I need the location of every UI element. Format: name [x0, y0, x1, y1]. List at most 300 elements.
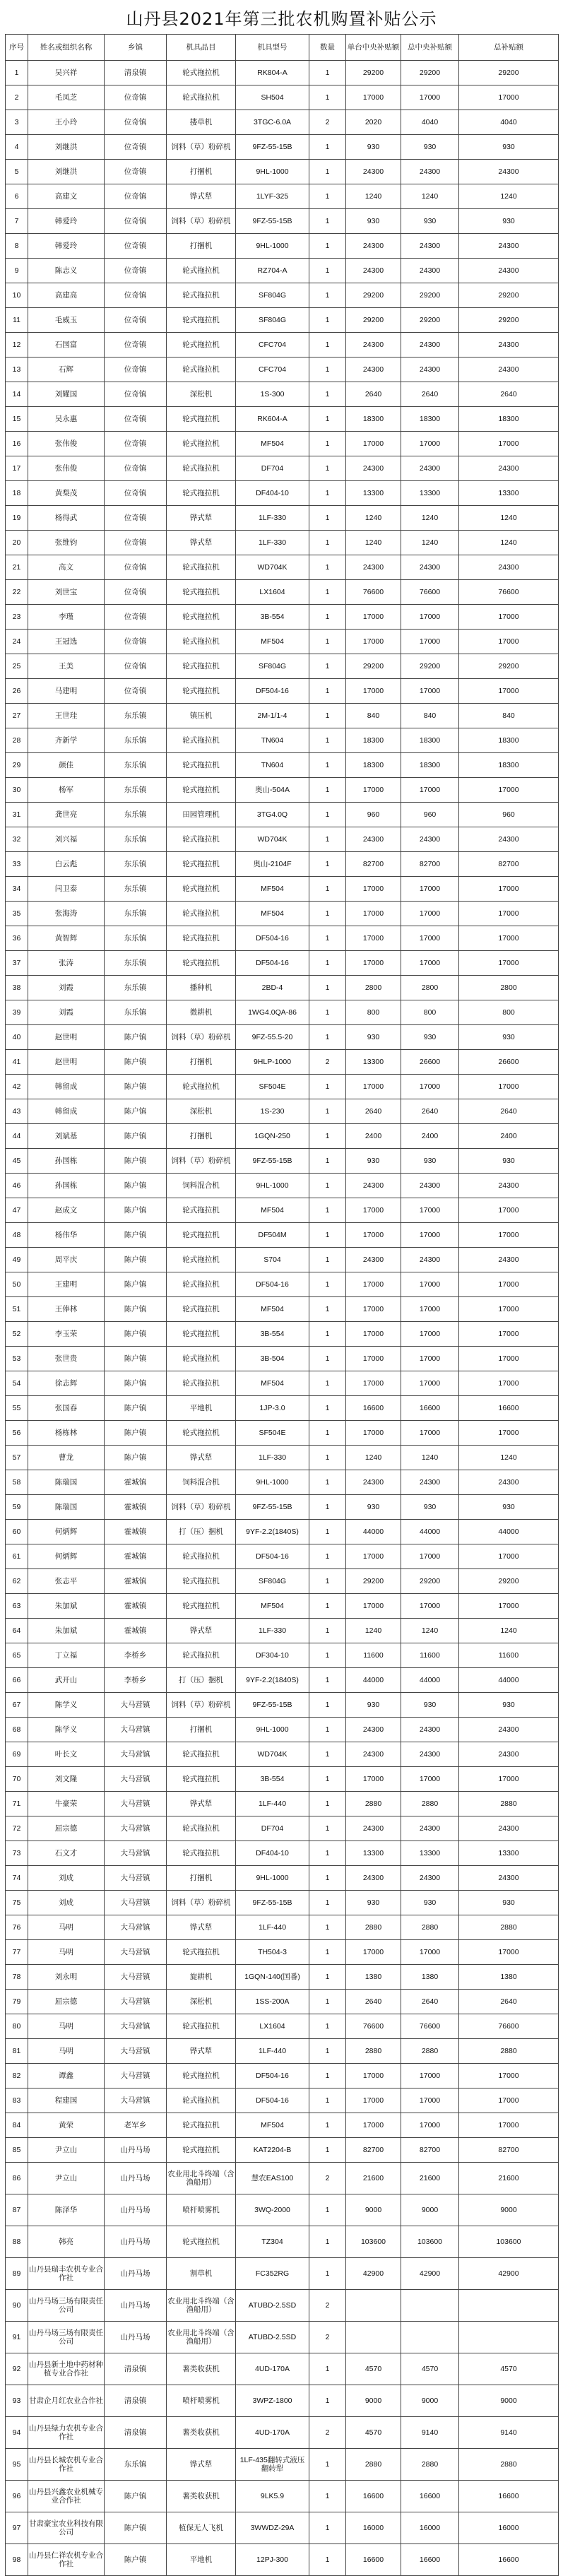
cell-unit-subsidy: 16600 — [346, 2481, 401, 2512]
cell-name: 颜佳 — [28, 753, 105, 778]
table-row — [6, 2258, 559, 2290]
col-header-index: 序号 — [6, 35, 28, 61]
cell-unit-subsidy: 82700 — [346, 852, 401, 877]
cell-quantity: 1 — [309, 2481, 346, 2512]
cell-total-central-subsidy: 17000 — [401, 1347, 459, 1371]
cell-total-central-subsidy: 1240 — [401, 1446, 459, 1470]
cell-quantity: 1 — [309, 1990, 346, 2014]
cell-total-central-subsidy: 26600 — [401, 1050, 459, 1075]
table-row — [6, 852, 559, 877]
cell-model: 9HL-1000 — [236, 234, 309, 259]
cell-index: 68 — [6, 1718, 28, 1742]
cell-index: 42 — [6, 1075, 28, 1099]
table-row — [6, 531, 559, 555]
cell-name: 何炳辉 — [28, 1544, 105, 1569]
table-row — [6, 1174, 559, 1198]
cell-name: 王冠选 — [28, 630, 105, 654]
cell-name: 黄荣 — [28, 2113, 105, 2138]
cell-name: 张伟俊 — [28, 456, 105, 481]
cell-total-central-subsidy: 17000 — [401, 1272, 459, 1297]
cell-model: 奥山-504A — [236, 778, 309, 803]
table-row — [6, 184, 559, 209]
cell-unit-subsidy: 800 — [346, 1000, 401, 1025]
cell-quantity: 1 — [309, 1347, 346, 1371]
cell-unit-subsidy: 17000 — [346, 2088, 401, 2113]
cell-unit-subsidy: 24300 — [346, 358, 401, 382]
cell-total-central-subsidy: 17000 — [401, 1371, 459, 1396]
cell-name: 陈学义 — [28, 1718, 105, 1742]
cell-town: 山丹马场 — [105, 2163, 167, 2194]
cell-index: 19 — [6, 506, 28, 531]
cell-quantity: 1 — [309, 630, 346, 654]
cell-category: 轮式拖拉机 — [167, 1841, 236, 1866]
cell-category: 轮式拖拉机 — [167, 2014, 236, 2039]
cell-category: 打捆机 — [167, 234, 236, 259]
cell-town: 位奇镇 — [105, 456, 167, 481]
cell-name: 叶长文 — [28, 1742, 105, 1767]
cell-category: 轮式拖拉机 — [167, 1940, 236, 1965]
cell-quantity: 1 — [309, 85, 346, 110]
cell-quantity: 1 — [309, 283, 346, 308]
cell-name: 刘成 — [28, 1866, 105, 1891]
cell-name: 张涛 — [28, 951, 105, 976]
cell-total-subsidy: 24300 — [459, 1470, 559, 1495]
cell-category: 镇压机 — [167, 704, 236, 728]
cell-index: 71 — [6, 1792, 28, 1816]
cell-index: 83 — [6, 2088, 28, 2113]
cell-town: 位奇镇 — [105, 555, 167, 580]
cell-unit-subsidy: 17000 — [346, 1223, 401, 1248]
cell-model: 9YF-2.2(1840S) — [236, 1520, 309, 1544]
cell-unit-subsidy: 17000 — [346, 877, 401, 902]
cell-quantity: 1 — [309, 951, 346, 976]
cell-model: S704 — [236, 1248, 309, 1272]
cell-total-central-subsidy: 44000 — [401, 1520, 459, 1544]
cell-unit-subsidy: 17000 — [346, 2113, 401, 2138]
cell-index: 35 — [6, 902, 28, 926]
table-row — [6, 1470, 559, 1495]
cell-model: 1WG4.0QA-86 — [236, 1000, 309, 1025]
cell-total-central-subsidy: 930 — [401, 1025, 459, 1050]
cell-total-subsidy: 2880 — [459, 1915, 559, 1940]
cell-name: 陈泽华 — [28, 2194, 105, 2226]
cell-model: 1GQN-140(国番) — [236, 1965, 309, 1990]
cell-total-central-subsidy: 2880 — [401, 2039, 459, 2064]
cell-name: 程建国 — [28, 2088, 105, 2113]
cell-name: 杨军 — [28, 778, 105, 803]
cell-town: 山丹马场 — [105, 2322, 167, 2353]
cell-category: 平地机 — [167, 1396, 236, 1421]
cell-town: 大马营镇 — [105, 1693, 167, 1718]
cell-town: 位奇镇 — [105, 333, 167, 358]
cell-town: 大马营镇 — [105, 2064, 167, 2088]
cell-category: 打捆机 — [167, 1866, 236, 1891]
cell-category: 轮式拖拉机 — [167, 1742, 236, 1767]
cell-quantity: 1 — [309, 1000, 346, 1025]
cell-total-subsidy: 24300 — [459, 456, 559, 481]
cell-name: 马明 — [28, 2039, 105, 2064]
table-row — [6, 926, 559, 951]
cell-quantity: 1 — [309, 704, 346, 728]
cell-total-central-subsidy: 930 — [401, 209, 459, 234]
cell-unit-subsidy: 13300 — [346, 1050, 401, 1075]
cell-town: 大马营镇 — [105, 1940, 167, 1965]
cell-quantity: 1 — [309, 1767, 346, 1792]
cell-name: 刘继洪 — [28, 135, 105, 160]
cell-name: 张伟俊 — [28, 432, 105, 456]
cell-total-subsidy: 13300 — [459, 1841, 559, 1866]
cell-unit-subsidy: 9000 — [346, 2194, 401, 2226]
cell-index: 91 — [6, 2322, 28, 2353]
cell-name: 陈瑞国 — [28, 1495, 105, 1520]
cell-category: 农业用北斗终端（含渔船用） — [167, 2163, 236, 2194]
cell-name: 闫卫泰 — [28, 877, 105, 902]
table-row — [6, 654, 559, 679]
cell-name: 马明 — [28, 1940, 105, 1965]
cell-total-central-subsidy: 103600 — [401, 2226, 459, 2258]
cell-total-central-subsidy: 800 — [401, 1000, 459, 1025]
table-row — [6, 259, 559, 283]
cell-name: 石辉 — [28, 358, 105, 382]
cell-unit-subsidy: 17000 — [346, 1421, 401, 1446]
table-row — [6, 1396, 559, 1421]
cell-name: 李玉荣 — [28, 1322, 105, 1347]
cell-index: 18 — [6, 481, 28, 506]
cell-name: 刘永明 — [28, 1965, 105, 1990]
cell-quantity: 1 — [309, 2226, 346, 2258]
cell-total-subsidy: 2640 — [459, 382, 559, 407]
cell-category: 轮式拖拉机 — [167, 580, 236, 605]
cell-model: 慧农EAS100 — [236, 2163, 309, 2194]
cell-total-central-subsidy: 2640 — [401, 382, 459, 407]
cell-quantity: 1 — [309, 1742, 346, 1767]
cell-model: MF504 — [236, 1371, 309, 1396]
cell-name: 山丹县瑞丰农机专业合作社 — [28, 2258, 105, 2290]
cell-index: 11 — [6, 308, 28, 333]
cell-total-subsidy: 17000 — [459, 679, 559, 704]
cell-total-subsidy: 1240 — [459, 506, 559, 531]
cell-total-subsidy: 44000 — [459, 1520, 559, 1544]
cell-unit-subsidy: 29200 — [346, 283, 401, 308]
cell-category: 轮式拖拉机 — [167, 728, 236, 753]
cell-unit-subsidy — [346, 2290, 401, 2322]
cell-unit-subsidy: 82700 — [346, 2138, 401, 2163]
cell-name: 王小玲 — [28, 110, 105, 135]
cell-town: 陈户镇 — [105, 1297, 167, 1322]
cell-total-central-subsidy: 2640 — [401, 1099, 459, 1124]
table-row — [6, 1816, 559, 1841]
cell-unit-subsidy: 930 — [346, 1149, 401, 1174]
table-row — [6, 1619, 559, 1643]
cell-name: 山丹县绿力农机专业合作社 — [28, 2417, 105, 2449]
table-row — [6, 1248, 559, 1272]
cell-unit-subsidy: 24300 — [346, 1866, 401, 1891]
cell-category: 轮式拖拉机 — [167, 654, 236, 679]
cell-town: 李桥乡 — [105, 1668, 167, 1693]
table-row — [6, 1742, 559, 1767]
cell-total-subsidy: 24300 — [459, 358, 559, 382]
table-row — [6, 382, 559, 407]
cell-category: 铧式犁 — [167, 2449, 236, 2481]
cell-category: 轮式拖拉机 — [167, 358, 236, 382]
cell-total-subsidy: 2640 — [459, 1990, 559, 2014]
cell-model: WD704K — [236, 827, 309, 852]
cell-total-central-subsidy: 9000 — [401, 2194, 459, 2226]
cell-name: 刘霞 — [28, 1000, 105, 1025]
col-header-model: 机具型号 — [236, 35, 309, 61]
cell-category: 深松机 — [167, 1099, 236, 1124]
cell-category: 打捆机 — [167, 1718, 236, 1742]
table-row — [6, 135, 559, 160]
cell-town: 位奇镇 — [105, 160, 167, 184]
cell-total-subsidy: 930 — [459, 1149, 559, 1174]
cell-total-central-subsidy: 13300 — [401, 481, 459, 506]
col-header-name: 姓名或组织名称 — [28, 35, 105, 61]
cell-name: 刘成 — [28, 1891, 105, 1915]
cell-model: RK604-A — [236, 407, 309, 432]
cell-quantity: 1 — [309, 1470, 346, 1495]
cell-quantity: 1 — [309, 1643, 346, 1668]
cell-index: 4 — [6, 135, 28, 160]
table-row — [6, 506, 559, 531]
cell-model: SF804G — [236, 654, 309, 679]
table-row — [6, 1371, 559, 1396]
cell-total-subsidy: 29200 — [459, 283, 559, 308]
cell-unit-subsidy: 2640 — [346, 1990, 401, 2014]
cell-total-central-subsidy: 17000 — [401, 778, 459, 803]
cell-unit-subsidy: 930 — [346, 1693, 401, 1718]
cell-index: 88 — [6, 2226, 28, 2258]
cell-total-central-subsidy: 24300 — [401, 1470, 459, 1495]
cell-model: KAT2204-B — [236, 2138, 309, 2163]
cell-total-subsidy: 24300 — [459, 1248, 559, 1272]
cell-unit-subsidy: 24300 — [346, 1248, 401, 1272]
cell-quantity: 1 — [309, 926, 346, 951]
cell-model: 9FZ-55-15B — [236, 209, 309, 234]
table-row — [6, 1421, 559, 1446]
cell-name: 石文才 — [28, 1841, 105, 1866]
cell-town: 位奇镇 — [105, 209, 167, 234]
cell-unit-subsidy: 103600 — [346, 2226, 401, 2258]
cell-index: 82 — [6, 2064, 28, 2088]
cell-category: 农业用北斗终端（含渔船用） — [167, 2290, 236, 2322]
cell-index: 86 — [6, 2163, 28, 2194]
cell-total-subsidy: 2880 — [459, 1792, 559, 1816]
cell-town: 东乐镇 — [105, 951, 167, 976]
cell-index: 77 — [6, 1940, 28, 1965]
cell-category: 铧式犁 — [167, 1446, 236, 1470]
cell-total-subsidy: 82700 — [459, 852, 559, 877]
cell-unit-subsidy: 930 — [346, 1495, 401, 1520]
cell-category: 轮式拖拉机 — [167, 1371, 236, 1396]
cell-town: 清泉镇 — [105, 2417, 167, 2449]
cell-name: 山丹马场三场有限责任公司 — [28, 2322, 105, 2353]
cell-index: 57 — [6, 1446, 28, 1470]
cell-quantity: 1 — [309, 1668, 346, 1693]
table-row — [6, 1347, 559, 1371]
cell-total-central-subsidy: 17000 — [401, 85, 459, 110]
cell-town: 东乐镇 — [105, 704, 167, 728]
cell-quantity: 1 — [309, 481, 346, 506]
table-row — [6, 1520, 559, 1544]
cell-unit-subsidy: 24300 — [346, 1174, 401, 1198]
cell-total-central-subsidy: 2880 — [401, 1915, 459, 1940]
table-row — [6, 2481, 559, 2512]
cell-town: 位奇镇 — [105, 358, 167, 382]
table-row — [6, 902, 559, 926]
cell-total-central-subsidy: 82700 — [401, 852, 459, 877]
table-row — [6, 432, 559, 456]
cell-category: 铧式犁 — [167, 1915, 236, 1940]
cell-category: 微耕机 — [167, 1000, 236, 1025]
table-row — [6, 1841, 559, 1866]
cell-quantity: 1 — [309, 1396, 346, 1421]
cell-total-subsidy: 930 — [459, 1495, 559, 1520]
cell-quantity: 1 — [309, 1594, 346, 1619]
table-row — [6, 407, 559, 432]
cell-category: 轮式拖拉机 — [167, 1421, 236, 1446]
cell-category: 轮式拖拉机 — [167, 1347, 236, 1371]
cell-town: 东乐镇 — [105, 926, 167, 951]
cell-total-subsidy: 24300 — [459, 555, 559, 580]
table-header — [6, 35, 559, 61]
cell-model: 1LF-330 — [236, 531, 309, 555]
table-row — [6, 1767, 559, 1792]
cell-quantity: 1 — [309, 135, 346, 160]
cell-total-central-subsidy: 16600 — [401, 2544, 459, 2576]
cell-category: 轮式拖拉机 — [167, 778, 236, 803]
cell-name: 何炳辉 — [28, 1520, 105, 1544]
cell-total-subsidy — [459, 2322, 559, 2353]
cell-quantity: 1 — [309, 2064, 346, 2088]
cell-total-subsidy: 9140 — [459, 2417, 559, 2449]
cell-index: 43 — [6, 1099, 28, 1124]
cell-model: FC352RG — [236, 2258, 309, 2290]
table-row — [6, 1223, 559, 1248]
cell-unit-subsidy: 18300 — [346, 728, 401, 753]
cell-model: DF704 — [236, 1816, 309, 1841]
cell-total-central-subsidy: 17000 — [401, 1421, 459, 1446]
cell-unit-subsidy: 16600 — [346, 1396, 401, 1421]
cell-total-central-subsidy: 17000 — [401, 926, 459, 951]
cell-model: 3WPZ-1800 — [236, 2385, 309, 2417]
cell-model: CFC704 — [236, 358, 309, 382]
cell-town: 李桥乡 — [105, 1643, 167, 1668]
cell-index: 49 — [6, 1248, 28, 1272]
cell-name: 尹立山 — [28, 2163, 105, 2194]
cell-name: 张志平 — [28, 1569, 105, 1594]
table-row — [6, 704, 559, 728]
cell-total-subsidy: 76600 — [459, 2014, 559, 2039]
cell-quantity: 1 — [309, 2113, 346, 2138]
cell-model: 2BD-4 — [236, 976, 309, 1000]
cell-quantity: 1 — [309, 1940, 346, 1965]
cell-unit-subsidy: 17000 — [346, 1544, 401, 1569]
cell-quantity: 1 — [309, 1272, 346, 1297]
cell-town: 位奇镇 — [105, 531, 167, 555]
cell-model: 1GQN-250 — [236, 1124, 309, 1149]
table-row — [6, 283, 559, 308]
cell-name: 石国富 — [28, 333, 105, 358]
cell-unit-subsidy: 960 — [346, 803, 401, 827]
cell-index: 28 — [6, 728, 28, 753]
cell-total-subsidy: 18300 — [459, 407, 559, 432]
cell-quantity: 1 — [309, 852, 346, 877]
table-row — [6, 333, 559, 358]
cell-town: 东乐镇 — [105, 803, 167, 827]
cell-total-subsidy: 840 — [459, 704, 559, 728]
cell-town: 霍城镇 — [105, 1495, 167, 1520]
cell-total-central-subsidy: 2880 — [401, 1792, 459, 1816]
cell-index: 37 — [6, 951, 28, 976]
table-row — [6, 209, 559, 234]
cell-index: 2 — [6, 85, 28, 110]
cell-total-subsidy: 960 — [459, 803, 559, 827]
cell-category: 田园管理机 — [167, 803, 236, 827]
cell-town: 清泉镇 — [105, 2385, 167, 2417]
cell-town: 位奇镇 — [105, 506, 167, 531]
cell-index: 29 — [6, 753, 28, 778]
cell-index: 27 — [6, 704, 28, 728]
cell-name: 李瑾 — [28, 605, 105, 630]
cell-unit-subsidy: 2880 — [346, 1792, 401, 1816]
cell-total-central-subsidy: 17000 — [401, 432, 459, 456]
cell-total-subsidy: 13300 — [459, 481, 559, 506]
cell-town: 陈户镇 — [105, 1371, 167, 1396]
cell-name: 赵世明 — [28, 1025, 105, 1050]
cell-unit-subsidy: 29200 — [346, 1569, 401, 1594]
cell-index: 22 — [6, 580, 28, 605]
cell-town: 大马营镇 — [105, 2088, 167, 2113]
cell-name: 杨伟华 — [28, 1223, 105, 1248]
cell-town: 清泉镇 — [105, 61, 167, 85]
cell-category: 饲料（草）粉碎机 — [167, 1693, 236, 1718]
cell-quantity: 1 — [309, 2385, 346, 2417]
cell-town: 位奇镇 — [105, 259, 167, 283]
cell-category: 轮式拖拉机 — [167, 2138, 236, 2163]
cell-name: 张海涛 — [28, 902, 105, 926]
cell-category: 喷杆喷雾机 — [167, 2385, 236, 2417]
cell-unit-subsidy: 2880 — [346, 1915, 401, 1940]
cell-name: 陈志义 — [28, 259, 105, 283]
cell-total-central-subsidy: 29200 — [401, 654, 459, 679]
cell-model: RZ704-A — [236, 259, 309, 283]
cell-name: 杨栋林 — [28, 1421, 105, 1446]
cell-town: 东乐镇 — [105, 778, 167, 803]
cell-quantity: 1 — [309, 234, 346, 259]
cell-category: 轮式拖拉机 — [167, 407, 236, 432]
cell-category: 饲料（草）粉碎机 — [167, 1891, 236, 1915]
cell-quantity: 1 — [309, 1025, 346, 1050]
cell-model: 3WWDZ-29A — [236, 2512, 309, 2544]
cell-total-subsidy: 800 — [459, 1000, 559, 1025]
header-row — [6, 35, 559, 61]
cell-unit-subsidy: 17000 — [346, 85, 401, 110]
cell-model: 9FZ-55-15B — [236, 1495, 309, 1520]
cell-index: 51 — [6, 1297, 28, 1322]
cell-total-subsidy: 17000 — [459, 630, 559, 654]
cell-quantity: 1 — [309, 1075, 346, 1099]
cell-model: SF504E — [236, 1421, 309, 1446]
cell-category: 轮式拖拉机 — [167, 902, 236, 926]
cell-unit-subsidy: 17000 — [346, 1767, 401, 1792]
cell-index: 48 — [6, 1223, 28, 1248]
cell-quantity: 2 — [309, 110, 346, 135]
cell-name: 马建明 — [28, 679, 105, 704]
cell-model: 1LF-330 — [236, 1619, 309, 1643]
table-row — [6, 2385, 559, 2417]
cell-index: 33 — [6, 852, 28, 877]
